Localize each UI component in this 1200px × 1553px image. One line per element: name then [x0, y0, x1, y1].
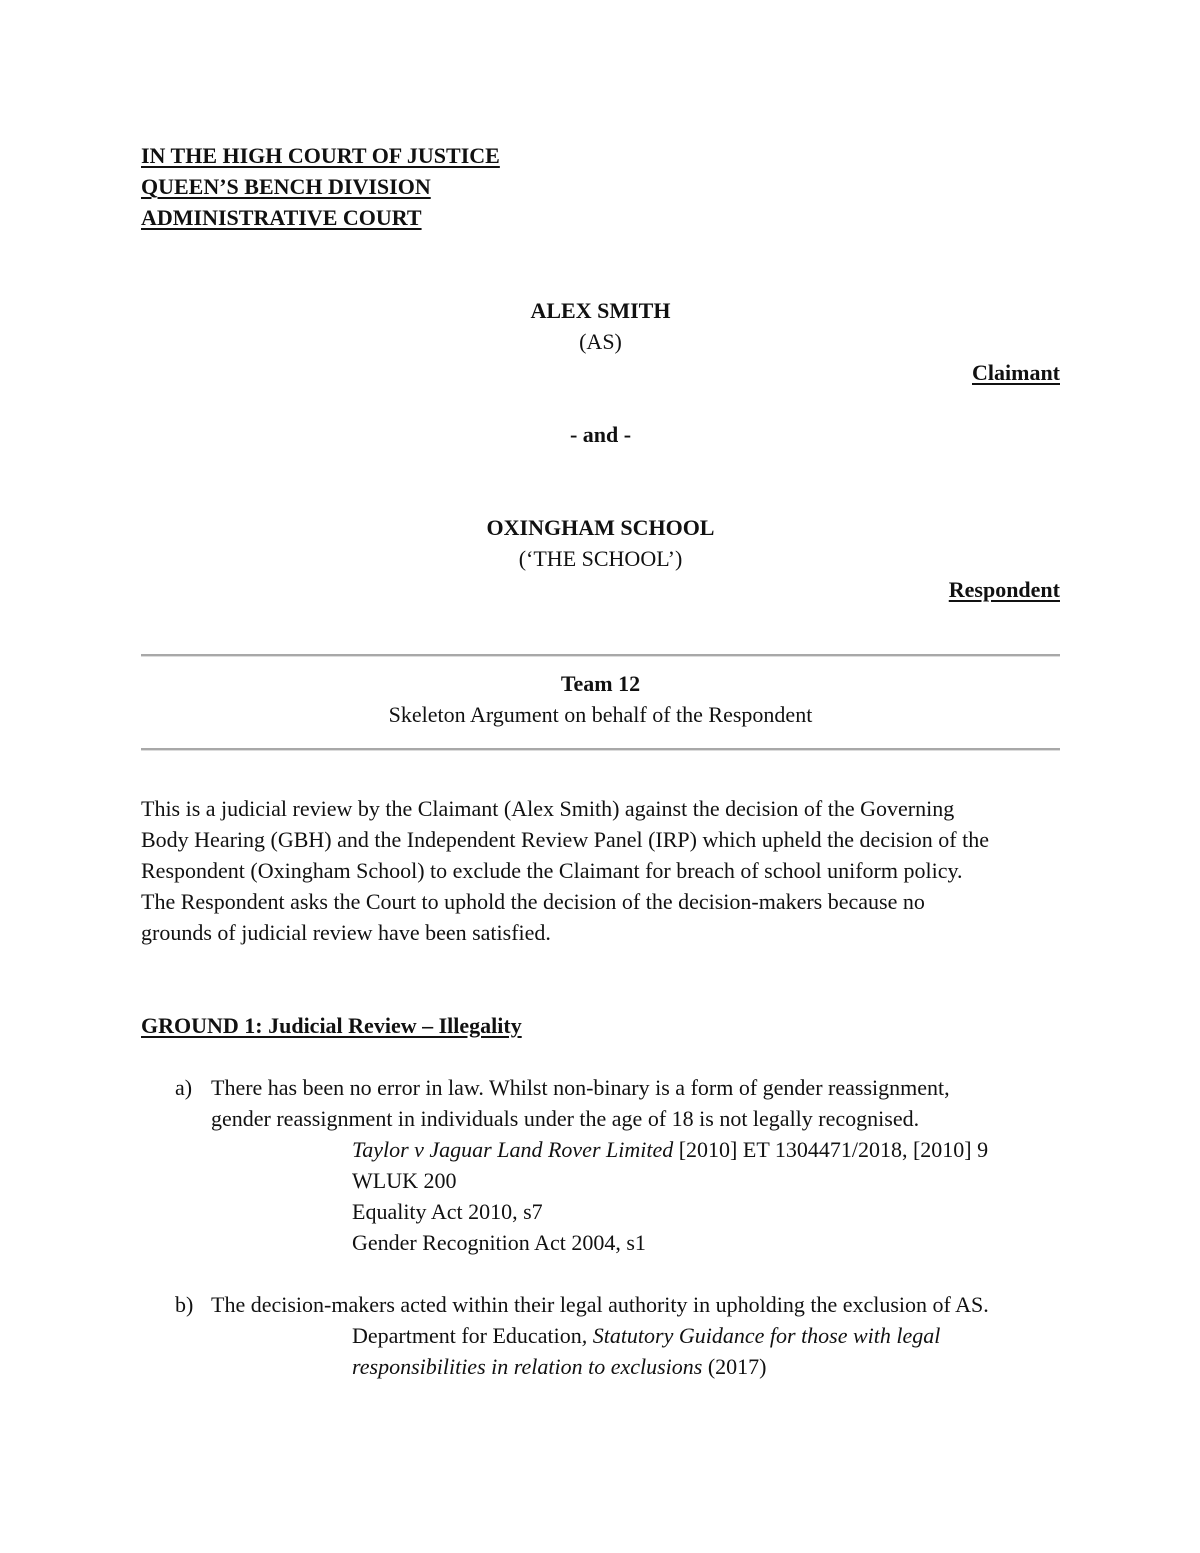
intro-line: grounds of judicial review have been satisfied. [141, 920, 551, 945]
respondent-label: Respondent [948, 577, 1060, 602]
ground-heading: GROUND 1: Judicial Review – Illegality [141, 1013, 522, 1038]
authority-citation: Gender Recognition Act 2004, s1 [352, 1230, 646, 1255]
guidance-title: , Statutory Guidance for those with legal responsibilities in relation to exclusions [352, 1323, 941, 1379]
authority-citation: Equality Act 2010, s7 [352, 1199, 543, 1224]
list-item-a [141, 1072, 1060, 1258]
claimant-abbreviation: (AS) [579, 329, 622, 354]
court-heading-line: ADMINISTRATIVE COURT [141, 205, 422, 230]
list-item-b [141, 1289, 1060, 1382]
court-heading [141, 140, 1060, 233]
guidance-year: (2017) [702, 1354, 767, 1379]
respondent-name: OXINGHAM SCHOOL [486, 515, 715, 540]
item-text-line: There has been no error in law. Whilst non-binary is a form of gender reassignment, [211, 1075, 950, 1100]
intro-line: The Respondent asks the Court to uphold the decision of the decision-makers because no [141, 889, 925, 914]
intro-line: This is a judicial review by the Claimant (Alex Smith) against the decision of the Governing [141, 796, 955, 821]
case-name: Taylor v Jaguar Land Rover Limited [352, 1137, 674, 1162]
respondent-abbreviation: (‘THE SCHOOL’) [518, 546, 683, 571]
document-subtitle: Skeleton Argument on behalf of the Respondent [388, 702, 813, 727]
case-citation: [2010] ET 1304471/2018, [2010] 9 WLUK 200 [352, 1137, 989, 1193]
intro-line: Body Hearing (GBH) and the Independent Review Panel (IRP) which upheld the decision of the [141, 827, 990, 852]
court-heading-line: QUEEN’S BENCH DIVISION [141, 174, 431, 199]
list-marker: a) [175, 1075, 193, 1100]
authority-citation [211, 1134, 1060, 1196]
item-text-line: The decision-makers acted within their legal authority in upholding the exclusion of AS. [211, 1292, 989, 1317]
intro-paragraph [141, 793, 1060, 948]
list-marker: b) [175, 1292, 194, 1317]
claimant-block [141, 295, 1060, 388]
document-page [141, 140, 1060, 1382]
intro-line: Respondent (Oxingham School) to exclude the Claimant for breach of school uniform policy. [141, 858, 963, 883]
item-text-line: gender reassignment in individuals under the age of 18 is not legally recognised. [211, 1106, 920, 1131]
claimant-label: Claimant [972, 360, 1060, 385]
team-label: Team 12 [560, 671, 641, 696]
title-block [141, 668, 1060, 730]
court-heading-line: IN THE HIGH COURT OF JUSTICE [141, 143, 500, 168]
authority-author: Department for Education [352, 1323, 582, 1348]
party-separator: - and - [569, 422, 632, 447]
respondent-block [141, 512, 1060, 605]
authority-citation [211, 1320, 1060, 1382]
claimant-name: ALEX SMITH [530, 298, 671, 323]
